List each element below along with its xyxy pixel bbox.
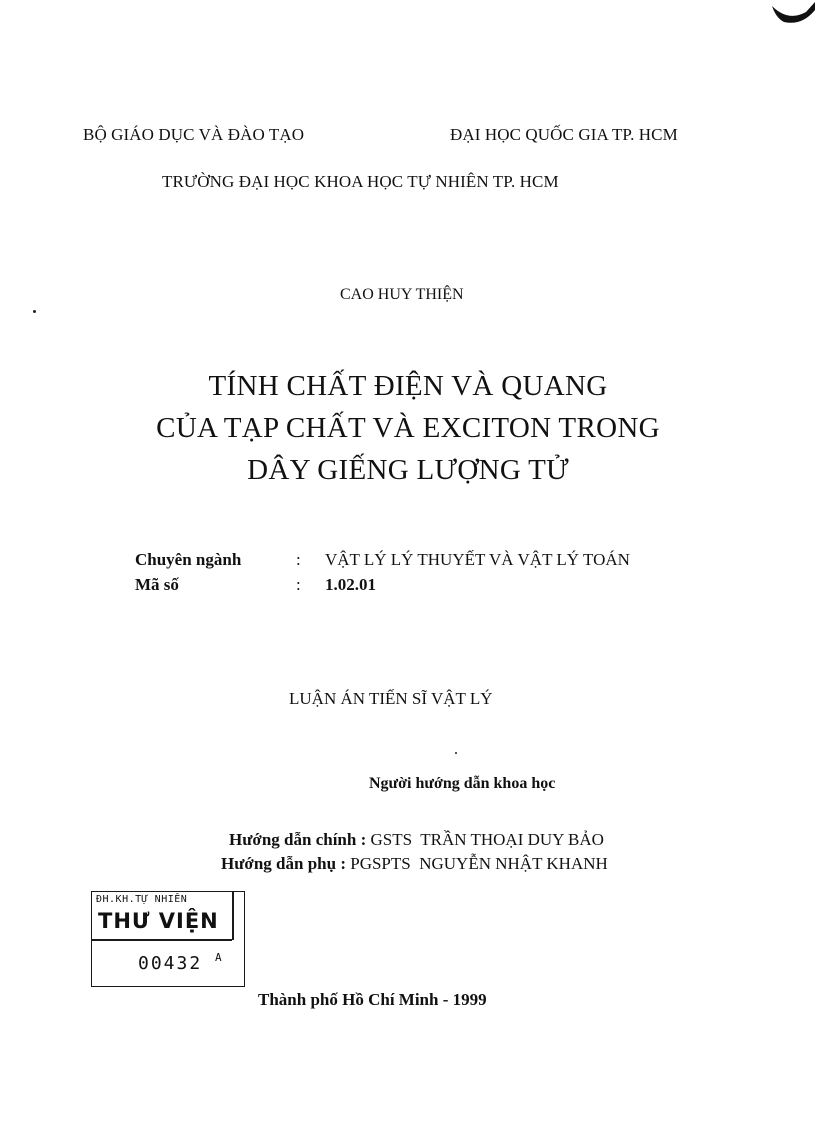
stamp-library: THƯ VIỆN bbox=[98, 909, 219, 933]
sub-advisor-row bbox=[221, 854, 608, 874]
stamp-suffix: A bbox=[215, 951, 224, 964]
code-value: 1.02.01 bbox=[325, 575, 376, 594]
code-colon: : bbox=[296, 575, 301, 594]
scan-dot bbox=[33, 310, 36, 313]
stamp-divider-vertical bbox=[232, 892, 234, 940]
stamp-number: 00432 bbox=[138, 953, 203, 974]
code-label: Mã số bbox=[135, 575, 179, 594]
ministry-name: BỘ GIÁO DỤC VÀ ĐÀO TẠO bbox=[83, 125, 305, 144]
thesis-title-line-3: DÂY GIẾNG LƯỢNG TỬ bbox=[247, 454, 569, 486]
sub-advisor-label: Hướng dẫn phụ : bbox=[221, 854, 346, 873]
degree-title: LUẬN ÁN TIẾN SĨ VẬT LÝ bbox=[289, 689, 493, 708]
university-name: ĐẠI HỌC QUỐC GIA TP. HCM bbox=[450, 125, 678, 144]
stamp-number-row bbox=[138, 953, 224, 974]
school-name: TRƯỜNG ĐẠI HỌC KHOA HỌC TỰ NHIÊN TP. HCM bbox=[162, 172, 559, 191]
stamp-institution: ĐH.KH.TỰ NHIÊN bbox=[96, 894, 188, 905]
main-advisor-label: Hướng dẫn chính : bbox=[229, 830, 367, 849]
advisors-heading: Người hướng dẫn khoa học bbox=[369, 775, 556, 792]
sub-advisor-value: PGSPTS NGUYỄN NHẬT KHANH bbox=[350, 854, 608, 873]
specialty-value: VẬT LÝ LÝ THUYẾT VÀ VẬT LÝ TOÁN bbox=[325, 550, 630, 569]
specialty-label: Chuyên ngành bbox=[135, 550, 242, 569]
thesis-title-line-1: TÍNH CHẤT ĐIỆN VÀ QUANG bbox=[208, 370, 608, 402]
scan-dot bbox=[455, 752, 457, 754]
main-advisor-row bbox=[229, 830, 604, 850]
library-stamp bbox=[91, 891, 245, 987]
thesis-title-line-2: CỦA TẠP CHẤT VÀ EXCITON TRONG bbox=[156, 412, 660, 444]
author-name: CAO HUY THIỆN bbox=[340, 286, 464, 303]
stamp-divider bbox=[92, 939, 232, 941]
specialty-colon: : bbox=[296, 550, 301, 569]
corner-check-mark bbox=[736, 0, 816, 26]
main-advisor-value: GSTS TRẦN THOẠI DUY BẢO bbox=[370, 830, 604, 849]
place-and-year: Thành phố Hồ Chí Minh - 1999 bbox=[258, 990, 487, 1009]
